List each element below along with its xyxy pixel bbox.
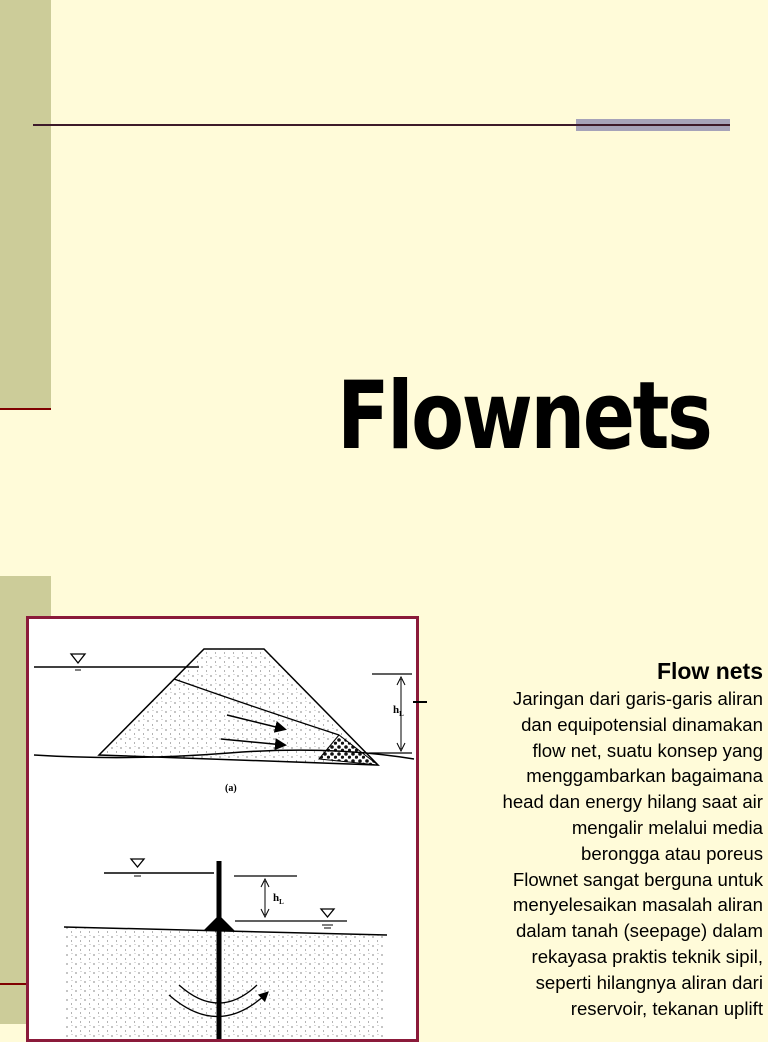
head-loss-label-b: $h_L$: [273, 892, 284, 906]
body-line: menggambarkan bagaimana: [526, 765, 763, 787]
body-line: dalam tanah (seepage) dalam: [515, 920, 763, 942]
figure-connector: [413, 701, 427, 703]
body-line: seperti hilangnya aliran dari: [535, 971, 763, 993]
water-level-icon-downstream: [321, 909, 334, 917]
body-line: flow net, suatu konsep yang: [532, 739, 763, 761]
body-line: Flownet sangat berguna untuk: [512, 868, 763, 890]
body-line: reservoir, tekanan uplift: [570, 997, 763, 1019]
body-line: rekayasa praktis teknik sipil,: [531, 945, 763, 967]
body-line: Jaringan dari garis-garis aliran: [512, 688, 763, 709]
body-line: mengalir melalui media: [571, 816, 763, 838]
text-block: [428, 656, 766, 1021]
sheet-pile-diagram: [64, 859, 387, 1039]
head-loss-label-a: $h_L$: [393, 704, 404, 718]
section-heading: Flow nets: [656, 658, 763, 684]
body-line: menyelesaikan masalah aliran: [512, 894, 763, 916]
water-level-icon-upstream: [131, 859, 144, 867]
body-line: head dan energy hilang saat air: [502, 791, 763, 813]
water-level-icon: [71, 654, 85, 663]
flownet-illustration: [29, 619, 416, 1039]
earth-dam-diagram: [34, 649, 414, 794]
flownet-figure: [26, 616, 419, 1042]
side-bar-rule-top: [0, 408, 51, 410]
title-rule-accent: [576, 119, 730, 131]
side-bar-top: [0, 0, 51, 409]
figure-label-a: (a): [225, 783, 237, 794]
body-line: dan equipotensial dinamakan: [521, 713, 763, 735]
page-title: Flownets: [336, 362, 710, 471]
body-line: berongga atau poreus: [581, 842, 763, 864]
